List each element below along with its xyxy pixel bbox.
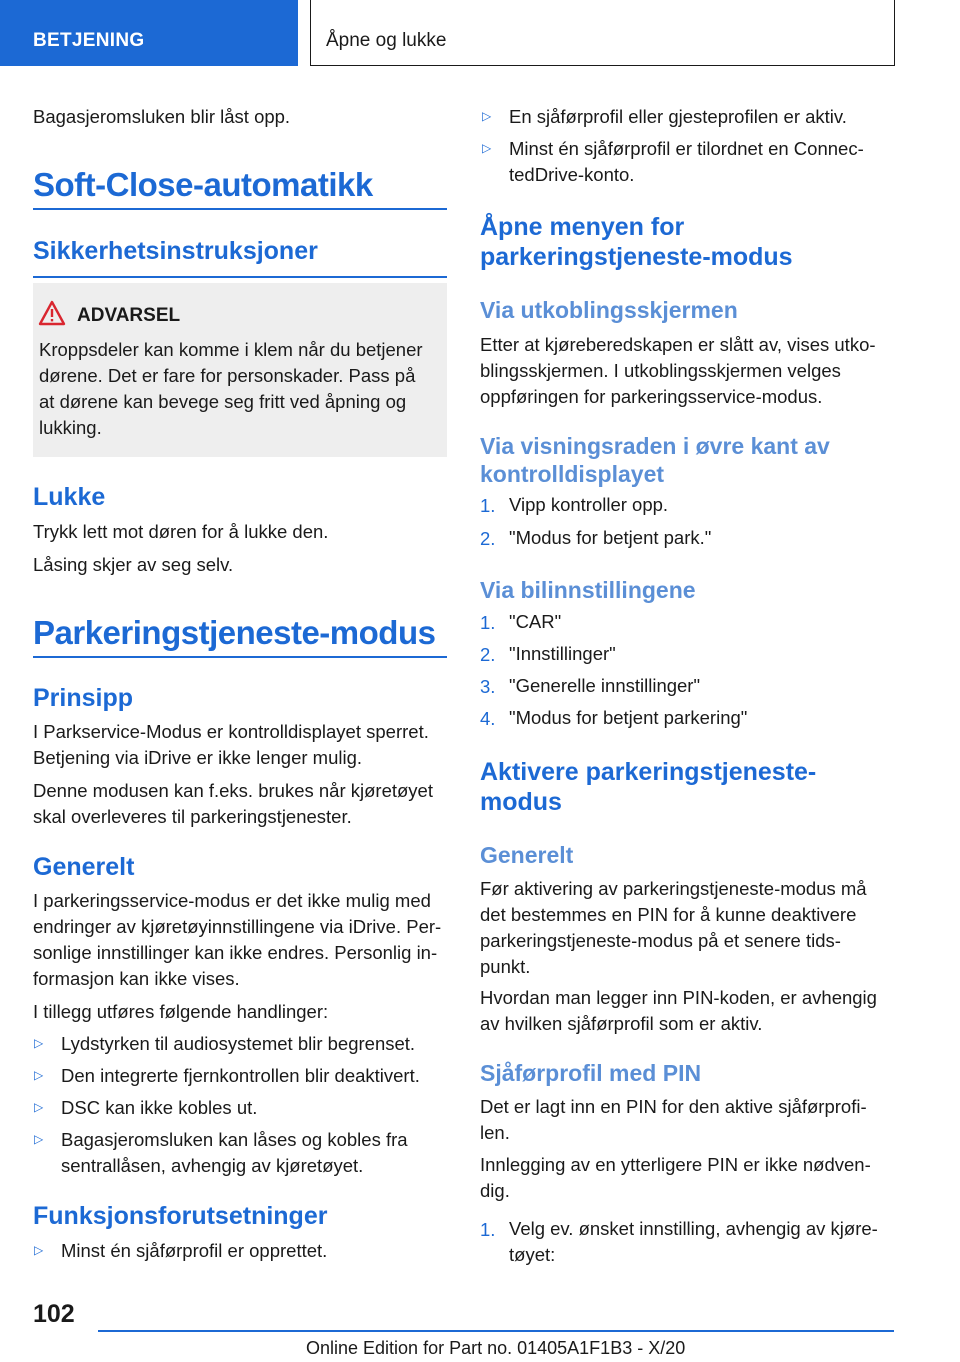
step-number: 1. <box>480 1219 496 1240</box>
general2-text: det bestemmes en PIN for å kunne deaktivere <box>480 904 857 925</box>
principle-text: I Parkservice-Modus er kontrolldisplayet sperret. <box>33 721 429 742</box>
heading-via-display: Via visningsraden i øvre kant av <box>480 433 830 459</box>
intro-text: Bagasjeromsluken blir låst opp. <box>33 106 291 127</box>
bullet-icon: ▷ <box>34 1068 44 1082</box>
logout-text: oppføringen for parkeringsservice-modus. <box>480 386 823 407</box>
general-text: formasjon kan ikke vises. <box>33 968 240 989</box>
heading-parking: Parkeringstjeneste-modus <box>33 614 436 651</box>
heading-open-menu: parkeringstjeneste-modus <box>480 243 793 271</box>
bullet-icon: ▷ <box>482 141 492 155</box>
heading-requirements: Funksjonsforutsetninger <box>33 1202 328 1230</box>
step-number: 4. <box>480 708 496 729</box>
heading-via-car: Via bilinnstillingene <box>480 577 696 603</box>
heading-rule <box>33 656 447 658</box>
principle-text: skal overleveres til parkeringstjenester. <box>33 806 352 827</box>
warning-triangle-icon <box>38 300 66 326</box>
warning-line: lukking. <box>39 417 102 438</box>
list-item: tedDrive-konto. <box>509 164 635 185</box>
warning-line: at dørene kan bevege seg fritt ved åpning og <box>39 391 407 412</box>
bullet-icon: ▷ <box>34 1132 44 1146</box>
general2-text: Hvordan man legger inn PIN-koden, er avhengig <box>480 987 877 1008</box>
close-text: Låsing skjer av seg selv. <box>33 554 234 575</box>
principle-text: Betjening via iDrive er ikke lenger mulig. <box>33 747 363 768</box>
step-number: 2. <box>480 644 496 665</box>
step-number: 3. <box>480 676 496 697</box>
heading-open-menu: Åpne menyen for <box>480 213 685 241</box>
list-item: DSC kan ikke kobles ut. <box>61 1097 258 1118</box>
heading-via-display: kontrolldisplayet <box>480 461 665 487</box>
chapter-title: Åpne og lukke <box>326 30 447 51</box>
chapter-header <box>310 0 895 66</box>
general-text: I parkeringsservice-modus er det ikke mulig med <box>33 890 431 911</box>
pin-text: dig. <box>480 1180 510 1201</box>
list-item: Minst én sjåførprofil er tilordnet en Connec- <box>509 138 864 159</box>
step-text: "CAR" <box>509 611 562 632</box>
warning-line: Kroppsdeler kan komme i klem når du betjener <box>39 339 423 360</box>
heading-general: Generelt <box>33 853 135 881</box>
step-text: tøyet: <box>509 1244 556 1265</box>
list-item: Bagasjeromsluken kan låses og kobles fra <box>61 1129 408 1150</box>
step-text: Vipp kontroller opp. <box>509 494 669 515</box>
logout-text: Etter at kjøreberedskapen er slått av, vises utko- <box>480 334 876 355</box>
principle-text: Denne modusen kan f.eks. brukes når kjøretøyet <box>33 780 433 801</box>
step-text: "Modus for betjent parkering" <box>509 707 748 728</box>
heading-activate: Aktivere parkeringstjeneste- <box>480 758 817 786</box>
heading-close: Lukke <box>33 483 106 511</box>
pin-text: len. <box>480 1122 510 1143</box>
list-item: Minst én sjåførprofil er opprettet. <box>61 1240 328 1261</box>
edition-text: Online Edition for Part no. 01405A1F1B3 - X/20 <box>306 1338 686 1358</box>
list-item: Lydstyrken til audiosystemet blir begrenset. <box>61 1033 416 1054</box>
heading-principle: Prinsipp <box>33 684 134 712</box>
heading-safety: Sikkerhetsinstruksjoner <box>33 237 318 265</box>
logout-text: blingsskjermen. I utkoblingsskjermen velges <box>480 360 841 381</box>
page-number: 102 <box>33 1300 75 1328</box>
heading-via-logout: Via utkoblingsskjermen <box>480 297 738 323</box>
bullet-icon: ▷ <box>34 1036 44 1050</box>
bullet-icon: ▷ <box>34 1243 44 1257</box>
bullet-icon: ▷ <box>34 1100 44 1114</box>
heading-general-2: Generelt <box>480 842 574 868</box>
heading-rule <box>33 276 447 278</box>
bullet-icon: ▷ <box>482 109 492 123</box>
heading-activate: modus <box>480 788 562 816</box>
pin-text: Innlegging av en ytterligere PIN er ikke nødven- <box>480 1154 871 1175</box>
heading-profile-pin: Sjåførprofil med PIN <box>480 1060 702 1086</box>
general-text: sonlige innstillinger kan ikke endres. Personlig in- <box>33 942 438 963</box>
section-tab <box>0 0 298 66</box>
general2-text: Før aktivering av parkeringstjeneste-modus må <box>480 878 867 899</box>
general-text: I tillegg utføres følgende handlinger: <box>33 1001 329 1022</box>
section-label: BETJENING <box>33 30 145 51</box>
step-text: "Innstillinger" <box>509 643 616 664</box>
warning-title: ADVARSEL <box>77 305 181 326</box>
step-text: Velg ev. ønsket innstilling, avhengig av kjøre- <box>509 1218 878 1239</box>
general2-text: parkeringstjeneste-modus på et senere tids- <box>480 930 841 951</box>
heading-rule <box>33 208 447 210</box>
warning-line: dørene. Det er fare for personskader. Pass på <box>39 365 416 386</box>
step-number: 2. <box>480 528 496 549</box>
pin-text: Det er lagt inn en PIN for den aktive sjåførprofi- <box>480 1096 867 1117</box>
general-text: endringer av kjøretøyinnstillingene via iDrive. Per- <box>33 916 442 937</box>
footer-rule <box>98 1330 894 1332</box>
heading-soft-close: Soft-Close-automatikk <box>33 166 373 203</box>
step-text: "Modus for betjent park." <box>509 527 712 548</box>
list-item: Den integrerte fjernkontrollen blir deaktivert. <box>61 1065 420 1086</box>
list-item: sentrallåsen, avhengig av kjøretøyet. <box>61 1155 364 1176</box>
close-text: Trykk lett mot døren for å lukke den. <box>33 521 329 542</box>
list-item: En sjåførprofil eller gjesteprofilen er aktiv. <box>509 106 847 127</box>
step-text: "Generelle innstillinger" <box>509 675 701 696</box>
general2-text: av hvilken sjåførprofil som er aktiv. <box>480 1013 763 1034</box>
general2-text: punkt. <box>480 956 531 977</box>
step-number: 1. <box>480 612 496 633</box>
step-number: 1. <box>480 495 496 516</box>
